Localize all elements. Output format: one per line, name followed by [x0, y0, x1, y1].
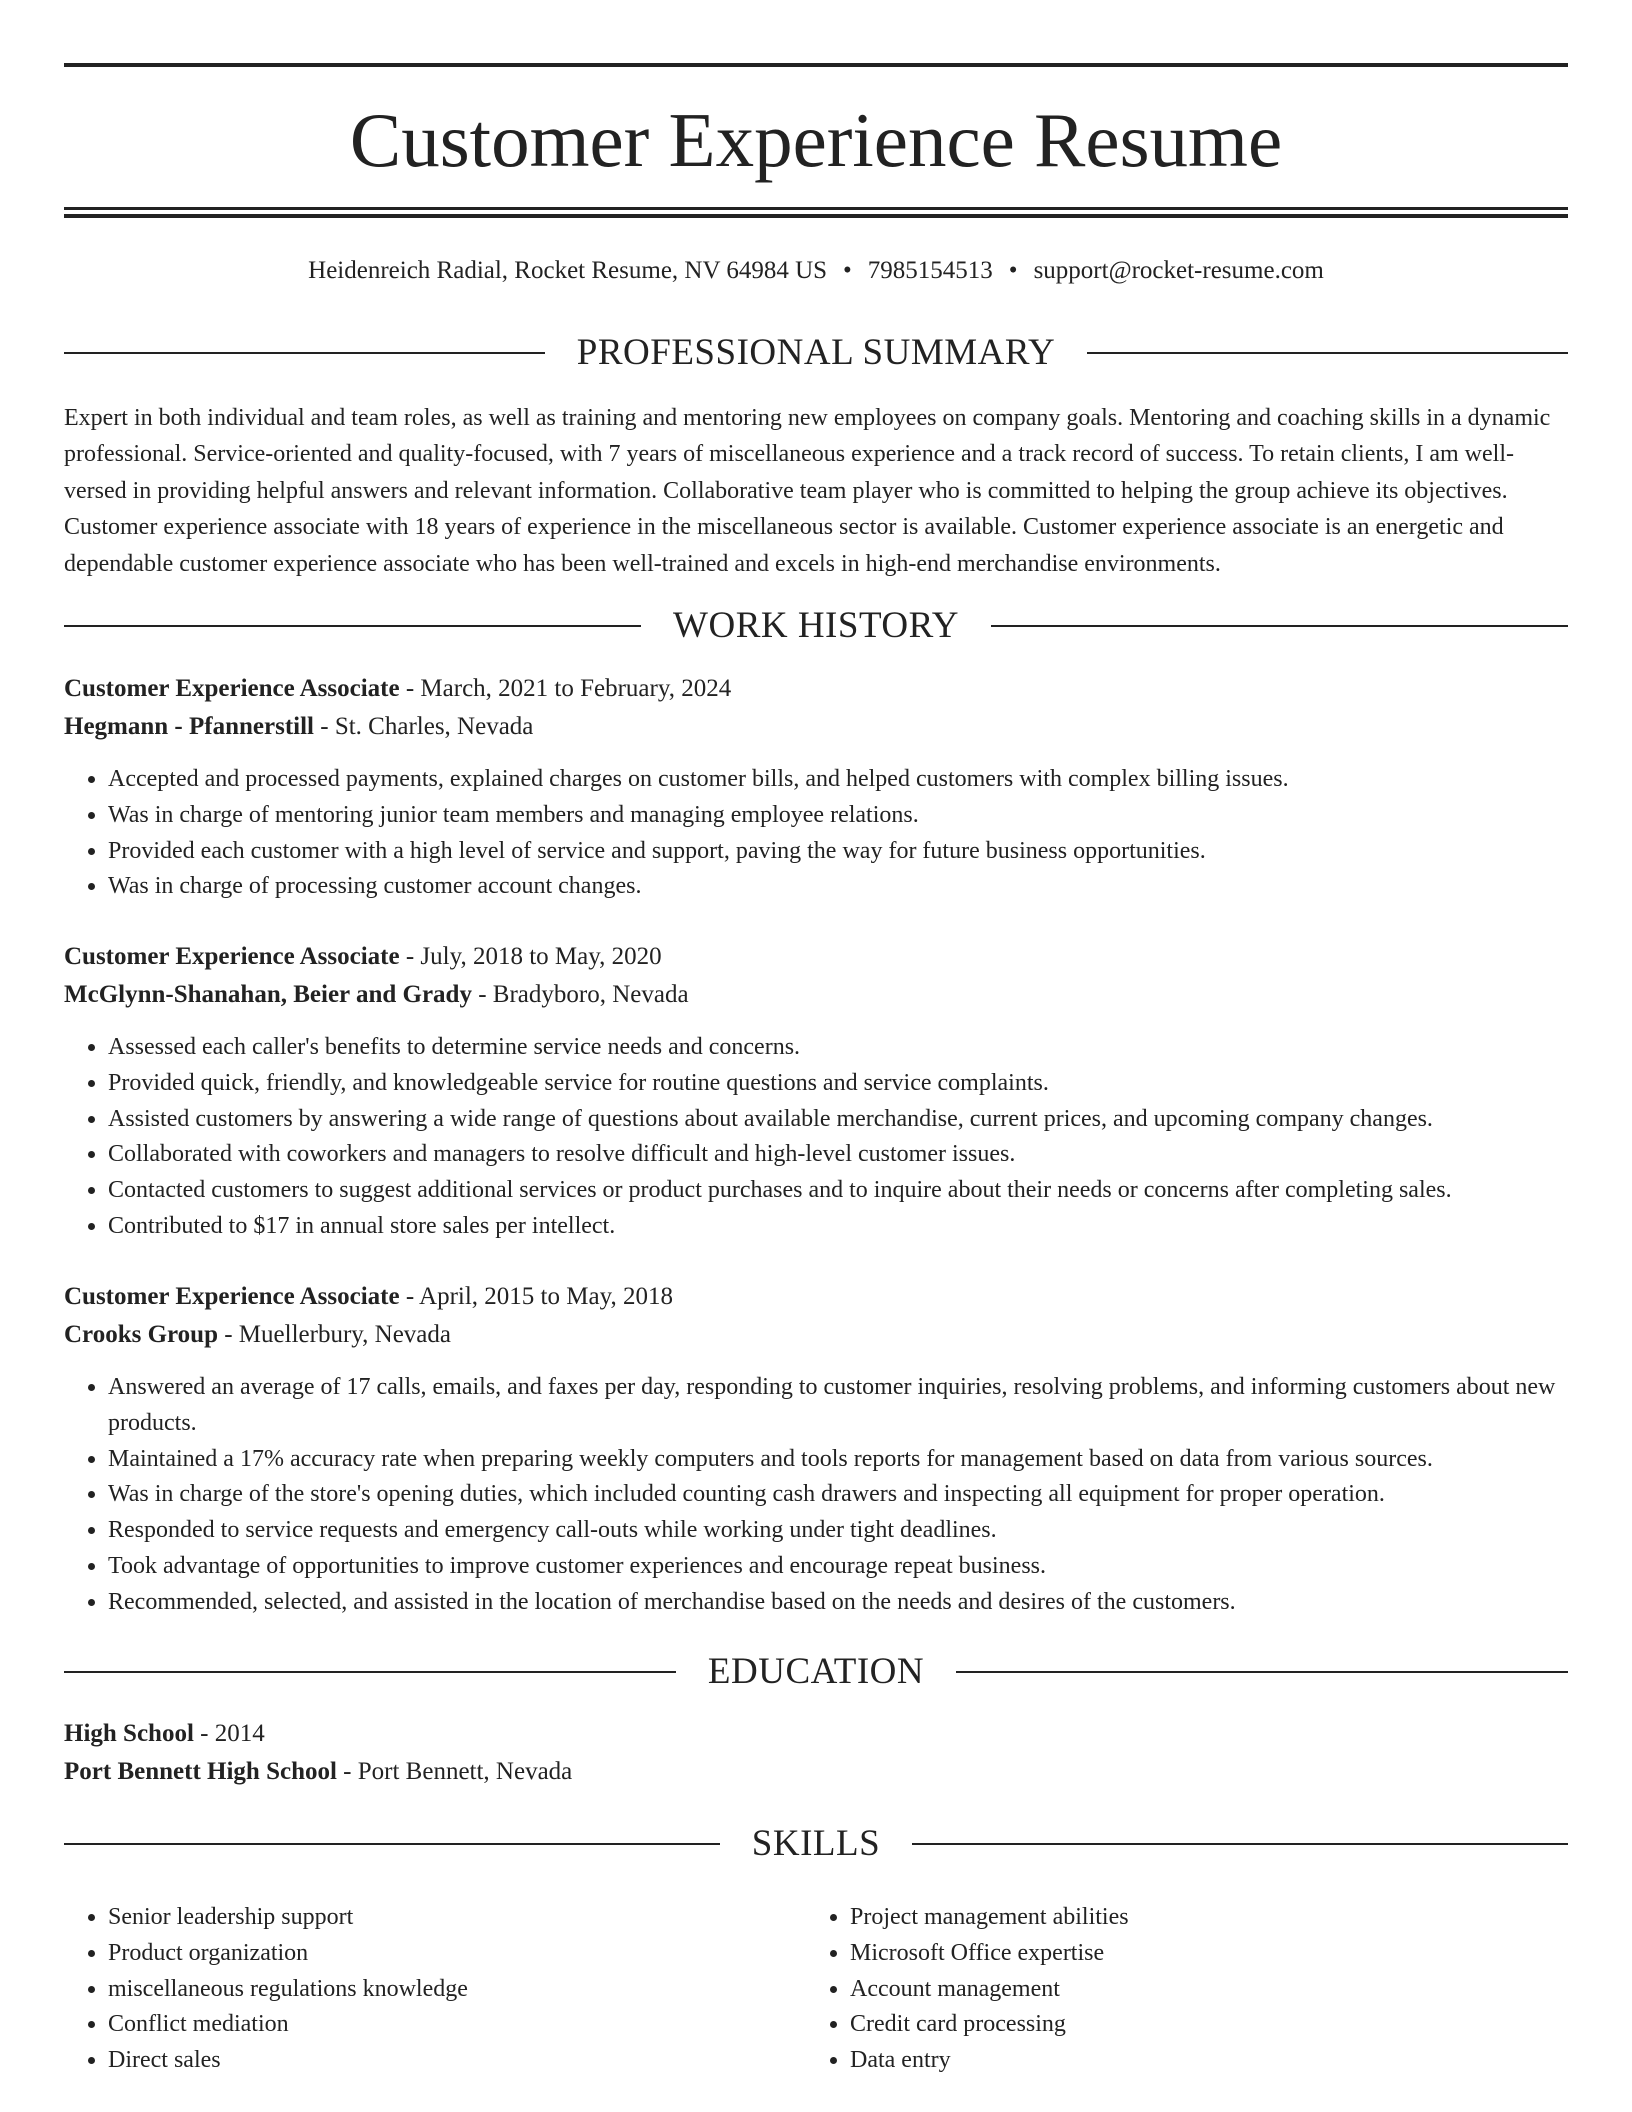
job-dates: - March, 2021 to February, 2024	[399, 675, 732, 702]
job-title-line	[64, 1280, 1568, 1314]
job-title: Customer Experience Associate	[64, 1283, 400, 1310]
skills-column-left	[64, 1900, 806, 2079]
list-item: • Was in charge of the store's opening duties, which included counting cash drawers and inspecting all equipment for proper operation.	[108, 1477, 1568, 1513]
title-double-rule	[64, 207, 1568, 218]
skills-bullets	[806, 1900, 1548, 2079]
list-item: • Provided quick, friendly, and knowledgeable service for routine questions and service complaints.	[108, 1066, 1568, 1102]
heading-rule	[64, 352, 545, 354]
skill-item: • miscellaneous regulations knowledge	[108, 1972, 806, 2008]
skill-item: • Senior leadership support	[108, 1900, 806, 1936]
list-item: • Contributed to $17 in annual store sales per intellect.	[108, 1209, 1568, 1245]
section-title: PROFESSIONAL SUMMARY	[576, 332, 1056, 373]
heading-rule	[1087, 352, 1568, 354]
job-company: Crooks Group	[64, 1321, 218, 1348]
list-item: • Provided each customer with a high level of service and support, paving the way for future business opportunities.	[108, 834, 1568, 870]
resume-title: Customer Experience Resume	[349, 97, 1283, 183]
contact-phone: 7985154513	[867, 257, 993, 284]
skill-item: • Direct sales	[108, 2043, 806, 2079]
list-item: • Answered an average of 17 calls, emails, and faxes per day, responding to customer inquiries, resolving problems, and informing customers about new products.	[108, 1370, 1568, 1442]
job-title-line	[64, 940, 1568, 974]
list-item: • Accepted and processed payments, explained charges on customer bills, and helped customers with complex billing issues.	[108, 762, 1568, 798]
section-heading-summary	[64, 331, 1568, 375]
section-heading-skills	[64, 1822, 1568, 1866]
education-school: Port Bennett High School	[64, 1758, 337, 1785]
heading-rule	[912, 1843, 1568, 1845]
education-degree: High School	[64, 1720, 194, 1747]
skill-item: • Account management	[850, 1972, 1548, 2008]
skill-item: • Microsoft Office expertise	[850, 1936, 1548, 1972]
section-heading-work	[64, 604, 1568, 648]
job-company: McGlynn-Shanahan, Beier and Grady	[64, 981, 472, 1008]
skill-item: • Product organization	[108, 1936, 806, 1972]
job-bullets	[64, 1030, 1568, 1245]
list-item: • Collaborated with coworkers and managers to resolve difficult and high-level customer issues.	[108, 1137, 1568, 1173]
heading-rule	[991, 625, 1568, 627]
list-item: • Contacted customers to suggest additional services or product purchases and to inquire about their needs or concerns after completing sales.	[108, 1173, 1568, 1209]
list-item: • Responded to service requests and emergency call-outs while working under tight deadlines.	[108, 1513, 1568, 1549]
skills-list	[64, 1900, 1568, 2079]
skill-item: • Project management abilities	[850, 1900, 1548, 1936]
job-title: Customer Experience Associate	[64, 675, 400, 702]
contact-address: Heidenreich Radial, Rocket Resume, NV 64984 US	[308, 257, 828, 284]
list-item: • Was in charge of processing customer account changes.	[108, 869, 1568, 905]
job-company-line	[64, 978, 1568, 1012]
job-company-line	[64, 1318, 1568, 1352]
skill-item: • Data entry	[850, 2043, 1548, 2079]
contact-separator: •	[1008, 257, 1018, 284]
contact-email: support@rocket-resume.com	[1033, 257, 1324, 284]
list-item: • Recommended, selected, and assisted in the location of merchandise based on the needs and desires of the customers.	[108, 1585, 1568, 1621]
section-title: SKILLS	[751, 1823, 881, 1864]
job-company-line	[64, 710, 1568, 744]
heading-rule	[64, 1671, 676, 1673]
list-item: • Was in charge of mentoring junior team members and managing employee relations.	[108, 798, 1568, 834]
list-item: • Maintained a 17% accuracy rate when preparing weekly computers and tools reports for management based on data from various sources.	[108, 1442, 1568, 1478]
education-location: - Port Bennett, Nevada	[336, 1758, 573, 1785]
list-item: • Assisted customers by answering a wide range of questions about available merchandise, current prices, and upcoming company changes.	[108, 1102, 1568, 1138]
contact-separator: •	[843, 257, 852, 284]
skill-item: • Conflict mediation	[108, 2007, 806, 2043]
top-rule	[64, 63, 1568, 67]
job-location: - St. Charles, Nevada	[314, 713, 534, 740]
heading-rule	[64, 625, 641, 627]
section-title: WORK HISTORY	[673, 605, 959, 646]
section-title: EDUCATION	[707, 1651, 925, 1692]
contact-line	[64, 254, 1568, 288]
education-school-line	[64, 1755, 1568, 1789]
professional-summary: Expert in both individual and team roles, as well as training and mentoring new employees on company goals. Mentoring and coaching skills in a dynamic professional. Service-oriented and quality-focused, with 7 years of miscellaneous experience and a track record of success. To retain clients, I am well-versed in providing helpful answers and relevant information. Collaborative team player who is committed to helping the group achieve its objectives. Customer experience associate with 18 years of experience in the miscellaneous sector is available. Customer experience associate is an energetic and dependable customer experience associate who has been well-trained and excels in high-end merchandise environments.	[64, 405, 1551, 577]
job-location: - Bradyboro, Nevada	[471, 981, 689, 1008]
job-location: - Muellerbury, Nevada	[217, 1321, 451, 1348]
heading-rule	[956, 1671, 1568, 1673]
job-title-line	[64, 672, 1568, 706]
section-heading-education	[64, 1650, 1568, 1694]
education-year: - 2014	[193, 1720, 265, 1747]
job-company: Hegmann - Pfannerstill	[64, 713, 314, 740]
job-dates: - April, 2015 to May, 2018	[399, 1283, 673, 1310]
skills-bullets	[64, 1900, 806, 2079]
job-dates: - July, 2018 to May, 2020	[399, 943, 662, 970]
list-item: • Assessed each caller's benefits to determine service needs and concerns.	[108, 1030, 1568, 1066]
skills-column-right	[806, 1900, 1548, 2079]
job-bullets	[64, 762, 1568, 905]
job-title: Customer Experience Associate	[64, 943, 400, 970]
skill-item: • Credit card processing	[850, 2007, 1548, 2043]
education-degree-line	[64, 1717, 1568, 1751]
heading-rule	[64, 1843, 720, 1845]
list-item: • Took advantage of opportunities to improve customer experiences and encourage repeat business.	[108, 1549, 1568, 1585]
job-bullets	[64, 1370, 1568, 1621]
